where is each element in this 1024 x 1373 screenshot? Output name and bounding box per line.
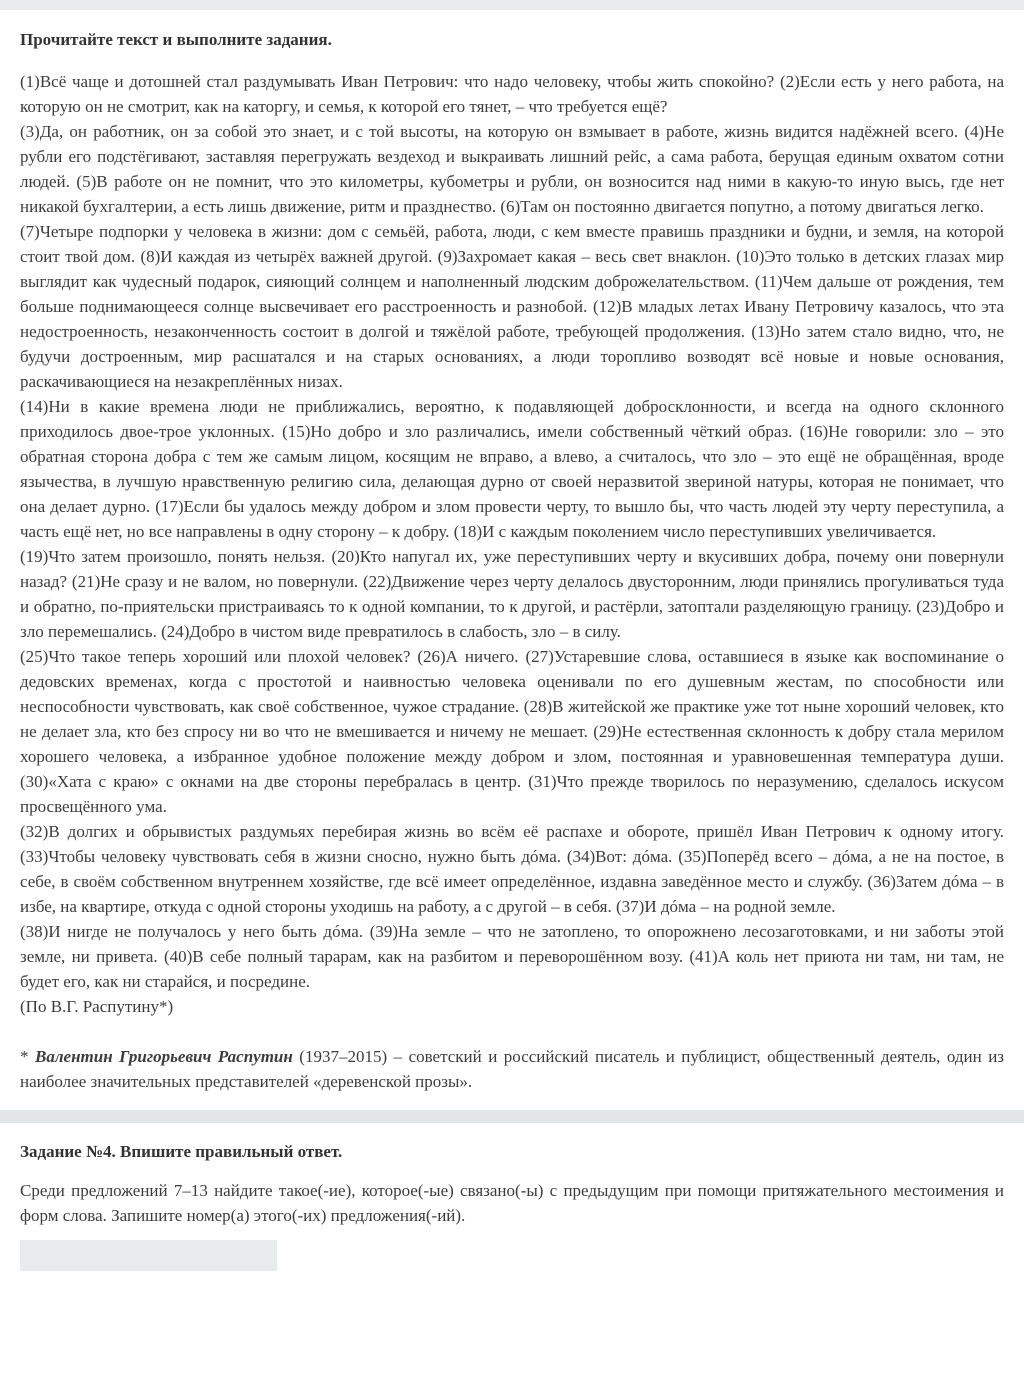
text-paragraph: (25)Что такое теперь хороший или плохой человек? (26)А ничего. (27)Устаревшие слова, оставшиеся в языке как воспоминание о дедовских временах, когда с простотой и наивностью человека оценивали по его душевным жестам, по способности или неспособности чувствовать, как своё собственное, чужое страдание. (28)В житейской же практике уже тот ныне хороший человек, кто не делает зла, кто без спросу ни во что не вмешивается и ничему не мешает. (29)Не естественная склонность к добру стала мерилом хорошего человека, а избранное удобное положение между добром и злом, постоянная и уравновешенная температура души. (30)«Хата с краю» с окнами на две стороны перебралась в центр. (31)Что прежде творилось по неразумению, сделалось искусом просвещённого ума.	[20, 647, 1004, 816]
top-bar	[0, 0, 1024, 10]
author-attribution: (По В.Г. Распутину*)	[20, 997, 174, 1016]
answer-field-container	[0, 1240, 1024, 1271]
text-paragraph: (1)Всё чаще и дотошней стал раздумывать Иван Петрович: что надо человеку, чтобы жить спокойно? (2)Если есть у него работа, на которую он не смотрит, как на каторгу, и семья, к которой его тянет, – что требуется ещё?	[20, 72, 1004, 116]
text-paragraph: (32)В долгих и обрывистых раздумьях перебирая жизнь во всём её распахе и обороте, пришёл Иван Петрович к одному итогу. (33)Чтобы человеку чувствовать себя в жизни сносно, нужно быть дóма. (34)Вот: дóма. (35)Поперёд всего – дóма, а не на постое, в себе, в своём собственном внутреннем хозяйстве, где всё имеет определённое, издавна заведённое место и службу. (36)Затем дóма – в избе, на квартире, откуда с одной стороны уходишь на работу, а с другой – в себя. (37)И дóма – на родной земле.	[20, 822, 1004, 916]
task-section	[0, 1139, 1024, 1271]
section-divider	[0, 1110, 1024, 1123]
reading-section	[0, 27, 1024, 1094]
task-instruction: Среди предложений 7–13 найдите такое(-ие), которое(-ые) связано(-ы) с предыдущим при помощи притяжательного местоимения и форм слова. Запишите номер(а) этого(-их) предложения(-ий).	[20, 1181, 1004, 1225]
text-paragraph: (14)Ни в какие времена люди не приближались, вероятно, к подавляющей добросклонности, и всегда на одного склонного приходилось двое-трое уклонных. (15)Но добро и зло различались, имели собственный чёткий образ. (16)Не говорили: зло – это обратная сторона добра с тем же самым лицом, косящим не вправо, а влево, а считалось, что зло – это ещё не обращённая, вроде язычества, в лучшую нравственную религию сила, делающая дурно от своей неразвитой звериной натуры, которая не понимает, что она делает дурно. (17)Если бы удалось между добром и злом провести черту, то вышло бы, что часть людей эту черту переступила, а часть ещё нет, но все направлены в одну сторону – к добру. (18)И с каждым поколением число переступивших увеличивается.	[20, 397, 1004, 541]
author-footnote	[20, 1044, 1004, 1094]
text-paragraph: (7)Четыре подпорки у человека в жизни: дом с семьёй, работа, люди, с кем вместе правишь праздники и будни, и земля, на которой стоит твой дом. (8)И каждая из четырёх важней другой. (9)Захромает какая – весь свет внаклон. (10)Это только в детских глазах мир выглядит как чудесный подарок, сияющий солнцем и наполненный людским доброжелательством. (11)Чем дальше от рождения, тем больше поднимающееся солнце высвечивает его расстроенность и разнобой. (12)В младых летах Ивану Петровичу казалось, что эта недостроенность, незаконченность состоит в долгой и тяжёлой работе, требующей продолжения. (13)Но затем стало видно, что, не будучи достроенным, мир расшатался и на старых основаниях, а люди торопливо возводят всё новые и новые основания, раскачивающиеся на незакреплённых низах.	[20, 222, 1004, 391]
text-paragraph: (3)Да, он работник, он за собой это знает, и с той высоты, на которую он взмывает в работе, жизнь видится надёжней всего. (4)Не рубли его подстёгивают, заставляя перегружать вездеход и выкраивать лишний рейс, а сама работа, берущая единым охватом сотни людей. (5)В работе он не помнит, что это километры, кубометры и рубли, он возносится над ними в какую-то иную высь, где нет никакой бухгалтерии, а есть лишь движение, ритм и празднество. (6)Там он постоянно двигается попутно, а потому двигаться легко.	[20, 122, 1004, 216]
text-paragraph: (19)Что затем произошло, понять нельзя. (20)Кто напугал их, уже переступивших черту и вкусивших добра, почему они повернули назад? (21)Не сразу и не валом, но повернули. (22)Движение через черту делалось двусторонним, люди принялись прогуливаться туда и обратно, по-приятельски пристраиваясь то к одной компании, то к другой, и растёрли, затоптали разделяющую границу. (23)Добро и зло перемешались. (24)Добро в чистом виде превратилось в слабость, зло – в силу.	[20, 547, 1004, 641]
text-paragraph: (38)И нигде не получалось у него быть дóма. (39)На земле – что не затоплено, то опорожнено лесозаготовками, и ни заботы этой земле, ни привета. (40)В себе полный тарарам, как на разбитом и переворошённом возу. (41)А коль нет приюта ни там, ни там, не будет его, как ни старайся, и посредине.	[20, 922, 1004, 991]
instructions-title: Прочитайте текст и выполните задания.	[20, 30, 332, 49]
task-heading: Задание №4. Впишите правильный ответ.	[20, 1142, 343, 1161]
footnote-author-name: Валентин Григорьевич Распутин	[34, 1047, 293, 1066]
answer-input[interactable]	[20, 1240, 277, 1271]
article-text	[20, 69, 1004, 1019]
footnote-star: *	[20, 1047, 35, 1066]
footnote-text: (1937–2015) – советский и российский писатель и публицист, общественный деятель, один из наиболее значительных представителей «деревенской прозы».	[20, 1047, 1005, 1091]
